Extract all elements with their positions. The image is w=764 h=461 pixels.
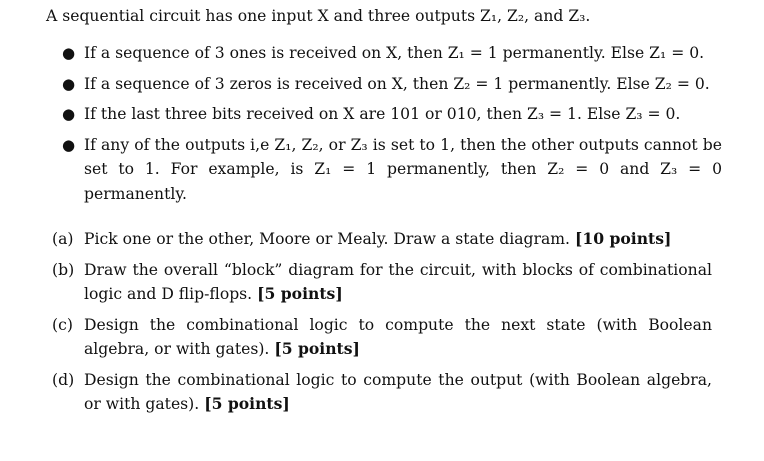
- bullet-icon: ●: [62, 135, 76, 154]
- problem-intro: A sequential circuit has one input X and three outputs Z₁, Z₂, and Z₃.: [46, 7, 591, 25]
- part-text: Design the combinational logic to compute the output (with Boolean algebra, or with gates).: [84, 371, 712, 413]
- part-label: (d): [52, 371, 75, 389]
- question-part-c: [52, 313, 712, 361]
- condition-item: [62, 41, 722, 66]
- part-body: [84, 258, 712, 306]
- part-label: (c): [52, 316, 73, 334]
- part-text: Draw the overall “block” diagram for the circuit, with blocks of combinational logic and D flip-flops.: [84, 261, 712, 303]
- question-part-d: [52, 368, 712, 416]
- condition-text: If a sequence of 3 ones is received on X, then Z₁ = 1 permanently. Else Z₁ = 0.: [84, 44, 705, 62]
- question-part-a: [52, 227, 712, 251]
- condition-item: [62, 102, 722, 127]
- condition-item: [62, 72, 722, 97]
- condition-text: If a sequence of 3 zeros is received on X, then Z₂ = 1 permanently. Else Z₂ = 0.: [84, 74, 710, 93]
- bullet-icon: ●: [62, 105, 76, 123]
- part-text: Design the combinational logic to compute the next state (with Boolean algebra, or with gates).: [84, 316, 712, 358]
- question-part-b: [52, 258, 712, 306]
- part-points: [5 points]: [274, 339, 360, 358]
- part-body: [84, 313, 712, 361]
- part-body: [84, 368, 712, 416]
- question-parts: [52, 227, 712, 423]
- condition-text: If the last three bits received on X are 101 or 010, then Z₃ = 1. Else Z₃ = 0.: [84, 105, 681, 123]
- part-points: [5 points]: [204, 394, 290, 413]
- part-label: (b): [52, 261, 75, 279]
- bullet-icon: ●: [62, 74, 76, 93]
- bullet-icon: ●: [62, 44, 76, 62]
- condition-list: [62, 41, 722, 212]
- condition-text: If any of the outputs i,e Z₁, Z₂, or Z₃ is set to 1, then the other outputs cannot be set to 1. For example, is Z₁ = 1 permanently, then Z₂ = 0 and Z₃ = 0 permanently.: [84, 135, 722, 203]
- condition-item: [62, 133, 722, 207]
- part-text: Pick one or the other, Moore or Mealy. Draw a state diagram.: [84, 230, 570, 248]
- part-body: [84, 227, 712, 251]
- part-points: [5 points]: [257, 284, 343, 303]
- part-label: (a): [52, 230, 74, 248]
- part-points: [10 points]: [574, 229, 672, 248]
